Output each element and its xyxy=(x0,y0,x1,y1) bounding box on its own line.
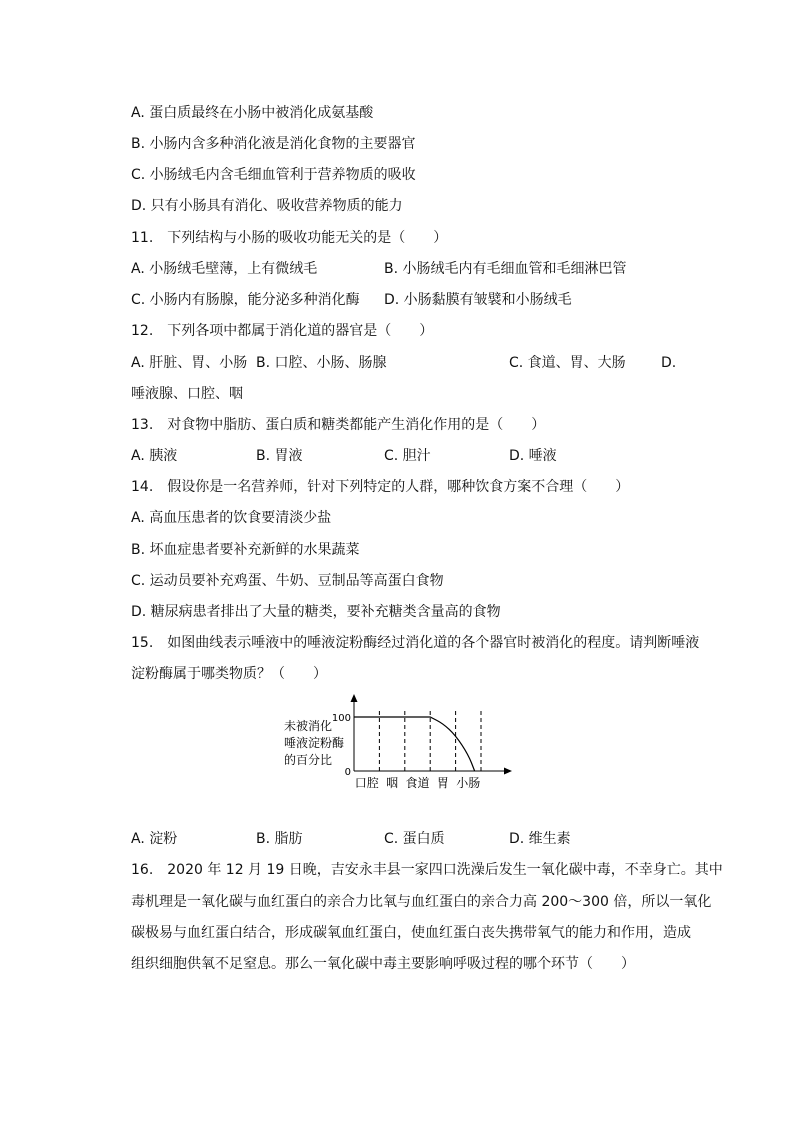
q16-line3: 碳极易与血红蛋白结合，形成碳氧血红蛋白，使血红蛋白丧失携带氧气的能力和作用，造成 xyxy=(131,925,691,941)
q12-number: 12. xyxy=(131,323,154,339)
q12-option-d: D. xyxy=(661,355,677,371)
q11-stem-text: 下列结构与小肠的吸收功能无关的是（ ） xyxy=(167,230,448,246)
data-curve xyxy=(354,717,475,771)
q14-number: 14. xyxy=(131,479,154,495)
q10-option-a: A. 蛋白质最终在小肠中被消化成氨基酸 xyxy=(131,105,374,121)
q15-option-c: C. 蛋白质 xyxy=(384,831,445,847)
y-axis-arrow xyxy=(351,694,358,702)
q16-line2: 毒机理是一氧化碳与血红蛋白的亲合力比氧与血红蛋白的亲合力高 200～300 倍，所以一氧化 xyxy=(131,894,712,910)
q15-stem-text: 如图曲线表示唾液中的唾液淀粉酶经过消化道的各个器官时被消化的程度。请判断唾液 xyxy=(167,635,700,651)
x-axis-arrow xyxy=(504,768,512,775)
q15-option-d: D. 维生素 xyxy=(509,831,571,847)
q16-text-line1: 2020 年 12 月 19 日晚，吉安永丰县一家四口洗澡后发生一氧化碳中毒，不幸身亡。其中 xyxy=(167,862,723,878)
q15-stem-line2: 淀粉酶属于哪类物质？（ ） xyxy=(131,666,327,682)
q14-option-c: C. 运动员要补充鸡蛋、牛奶、豆制品等高蛋白食物 xyxy=(131,573,444,589)
q12-option-a: A. 肝脏、胃、小肠 xyxy=(131,355,248,371)
x-category-label: 咽 xyxy=(386,776,399,790)
q11-option-b: B. 小肠绒毛内有毛细血管和毛细淋巴管 xyxy=(384,261,627,277)
y-axis-label: 未被消化 xyxy=(284,719,333,733)
q14-stem xyxy=(131,478,629,496)
q12-option-d-text: 唾液腺、口腔、咽 xyxy=(131,386,243,402)
q12-option-c: C. 食道、胃、大肠 xyxy=(509,355,626,371)
q14-option-d: D. 糖尿病患者排出了大量的糖类，要补充糖类含量高的食物 xyxy=(131,604,501,620)
q13-stem-text: 对食物中脂肪、蛋白质和糖类都能产生消化作用的是（ ） xyxy=(167,417,546,433)
q13-option-d: D. 唾液 xyxy=(509,448,557,464)
y-axis-label: 的百分比 xyxy=(284,753,333,767)
y-tick-label: 0 xyxy=(344,767,351,778)
q10-option-c: C. 小肠绒毛内含毛细血管利于营养物质的吸收 xyxy=(131,167,416,183)
q10-option-b: B. 小肠内含多种消化液是消化食物的主要器官 xyxy=(131,136,416,152)
q11-stem xyxy=(131,229,447,247)
q10-option-d: D. 只有小肠具有消化、吸收营养物质的能力 xyxy=(131,198,403,214)
q12-stem-text: 下列各项中都属于消化道的器官是（ ） xyxy=(167,323,434,339)
q11-option-a: A. 小肠绒毛壁薄，上有微绒毛 xyxy=(131,261,318,277)
q12-option-b: B. 口腔、小肠、肠腺 xyxy=(256,355,387,371)
q11-number: 11. xyxy=(131,230,154,246)
x-category-label: 小肠 xyxy=(456,776,481,790)
q11-option-d: D. 小肠黏膜有皱襞和小肠绒毛 xyxy=(384,292,572,308)
q13-option-b: B. 胃液 xyxy=(256,448,303,464)
q15-number: 15. xyxy=(131,635,154,651)
q14-option-b: B. 坏血症患者要补充新鲜的水果蔬菜 xyxy=(131,542,360,558)
y-axis-label: 唾液淀粉酶 xyxy=(284,736,345,750)
q16-line4: 组织细胞供氧不足窒息。那么一氧化碳中毒主要影响呼吸过程的哪个环节（ ） xyxy=(131,956,635,972)
x-category-label: 口腔 xyxy=(354,776,379,790)
q15-stem-line1 xyxy=(131,634,699,652)
q15-option-a: A. 淀粉 xyxy=(131,831,178,847)
q13-option-a: A. 胰液 xyxy=(131,448,178,464)
q13-stem xyxy=(131,416,545,434)
q13-option-c: C. 胆汁 xyxy=(384,448,431,464)
q14-stem-text: 假设你是一名营养师，针对下列特定的人群，哪种饮食方案不合理（ ） xyxy=(167,479,630,495)
q16-line1 xyxy=(131,861,723,879)
q16-number: 16. xyxy=(131,862,154,878)
q15-option-b: B. 脂肪 xyxy=(256,831,303,847)
q12-stem xyxy=(131,322,433,340)
q14-option-a: A. 高血压患者的饮食要清淡少盐 xyxy=(131,510,332,526)
q11-option-c: C. 小肠内有肠腺，能分泌多种消化酶 xyxy=(131,292,360,308)
q13-number: 13. xyxy=(131,417,154,433)
digestion-curve-chart xyxy=(276,690,526,800)
x-category-label: 胃 xyxy=(436,776,449,790)
x-category-label: 食道 xyxy=(405,776,430,790)
y-tick-label: 100 xyxy=(331,713,351,724)
